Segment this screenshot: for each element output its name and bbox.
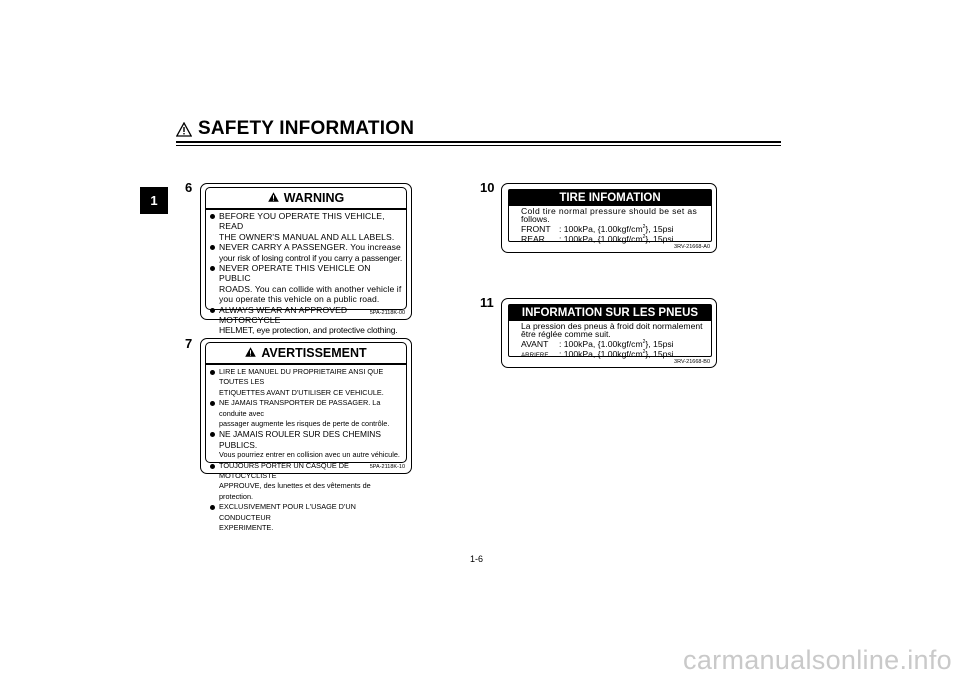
- tire-info-fr-heading: INFORMATION SUR LES PNEUS: [509, 305, 711, 321]
- tire-info-label: [501, 183, 717, 253]
- label-number-6: 6: [185, 180, 193, 195]
- warning-item: ALWAYS WEAR AN APPROVED MOTORCYCLE HELMET, eye protection, and protective clothing.: [210, 305, 403, 336]
- warning-triangle-icon: [268, 192, 279, 202]
- tire-info-fr-text: La pression des pneus à froid doit normalement être réglée comme suit. AVANT : 100kPa, $\{1.00kgf/cm^2\}$, 15psi ARRIERE : 100kPa, $\{1.00kgf/cm^2\}$, 15psi: [521, 322, 707, 361]
- avertissement-divider: [206, 363, 406, 365]
- label-part-code: 5PA-2118K-10: [369, 464, 405, 470]
- tire-rear-row: REAR : 100kPa, $\{1.00kgf/cm^2\}$, 15psi: [521, 234, 674, 245]
- warning-heading-text: WARNING: [283, 191, 345, 205]
- label-number-10: 10: [480, 180, 495, 195]
- label-part-code: 5PA-2118K-00: [369, 310, 405, 316]
- chapter-tab: 1: [140, 187, 168, 214]
- warning-list: [210, 211, 403, 346]
- warning-label: [200, 183, 412, 336]
- label-part-code: 3RV-21668-B0: [674, 359, 710, 365]
- tire-fr-rear-row: ARRIERE : 100kPa, $\{1.00kgf/cm^2\}$, 15psi: [521, 349, 674, 360]
- avertissement-heading: [206, 346, 406, 360]
- avertissement-item: NE JAMAIS ROULER SUR DES CHEMINS PUBLICS. Vous pourriez entrer en collision avec un autre véhicule.: [210, 429, 403, 460]
- warning-item: NEVER CARRY A PASSENGER. You increase your risk of losing control if you carry a passenger.: [210, 242, 403, 263]
- header-rule-thin: [176, 145, 781, 146]
- page-title: SAFETY INFORMATION: [198, 118, 415, 139]
- tire-fr-front-row: AVANT : 100kPa, $\{1.00kgf/cm^2\}$, 15psi: [521, 339, 674, 350]
- tire-info-heading: TIRE INFOMATION: [509, 190, 711, 206]
- section-header: [176, 118, 781, 148]
- tire-info-fr-frame: [508, 304, 712, 360]
- avertissement-heading-text: AVERTISSEMENT: [261, 346, 367, 360]
- avertissement-item: EXCLUSIVEMENT POUR L'USAGE D'UN CONDUCTEUR EXPERIMENTE.: [210, 502, 403, 533]
- warning-triangle-icon: [245, 347, 256, 357]
- tire-info-frame: [508, 189, 712, 245]
- avertissement-item: LIRE LE MANUEL DU PROPRIETAIRE ANSI QUE TOUTES LES ETIQUETTES AVANT D'UTILISER CE VEHICULE.: [210, 367, 403, 398]
- tire-front-row: FRONT : 100kPa, $\{1.00kgf/cm^2\}$, 15psi: [521, 224, 674, 235]
- avertissement-item: TOUJOURS PORTER UN CASQUE DE MOTOCYCLISTE APPROUVE, des lunettes et des vêtements de protection.: [210, 461, 403, 503]
- avertissement-label: [200, 338, 412, 533]
- page-number: 1-6: [470, 554, 484, 564]
- label-part-code: 3RV-21668-A0: [674, 244, 710, 250]
- watermark: carmanualsonline.info: [683, 645, 952, 675]
- avertissement-item: NE JAMAIS TRANSPORTER DE PASSAGER. La conduite avec passager augmente les risques de perte de contrôle.: [210, 398, 403, 429]
- tire-info-fr-label: [501, 298, 717, 368]
- label-number-7: 7: [185, 336, 193, 351]
- warning-heading: [206, 191, 406, 205]
- label-number-11: 11: [480, 295, 494, 310]
- avertissement-list: [210, 367, 403, 534]
- tire-info-text: Cold tire normal pressure should be set as follows. FRONT : 100kPa, $\{1.00kgf/cm^2\}$, 15psi REAR : 100kPa, $\{1.00kgf/cm^2\}$, 15psi: [521, 207, 707, 244]
- warning-item: BEFORE YOU OPERATE THIS VEHICLE, READ THE OWNER'S MANUAL AND ALL LABELS.: [210, 211, 403, 242]
- warning-item: NEVER OPERATE THIS VEHICLE ON PUBLIC ROADS. You can collide with another vehicle if you operate this vehicle on a public road.: [210, 263, 403, 305]
- warning-divider: [206, 208, 406, 210]
- header-rule: [176, 141, 781, 143]
- warning-triangle-icon: [176, 122, 192, 137]
